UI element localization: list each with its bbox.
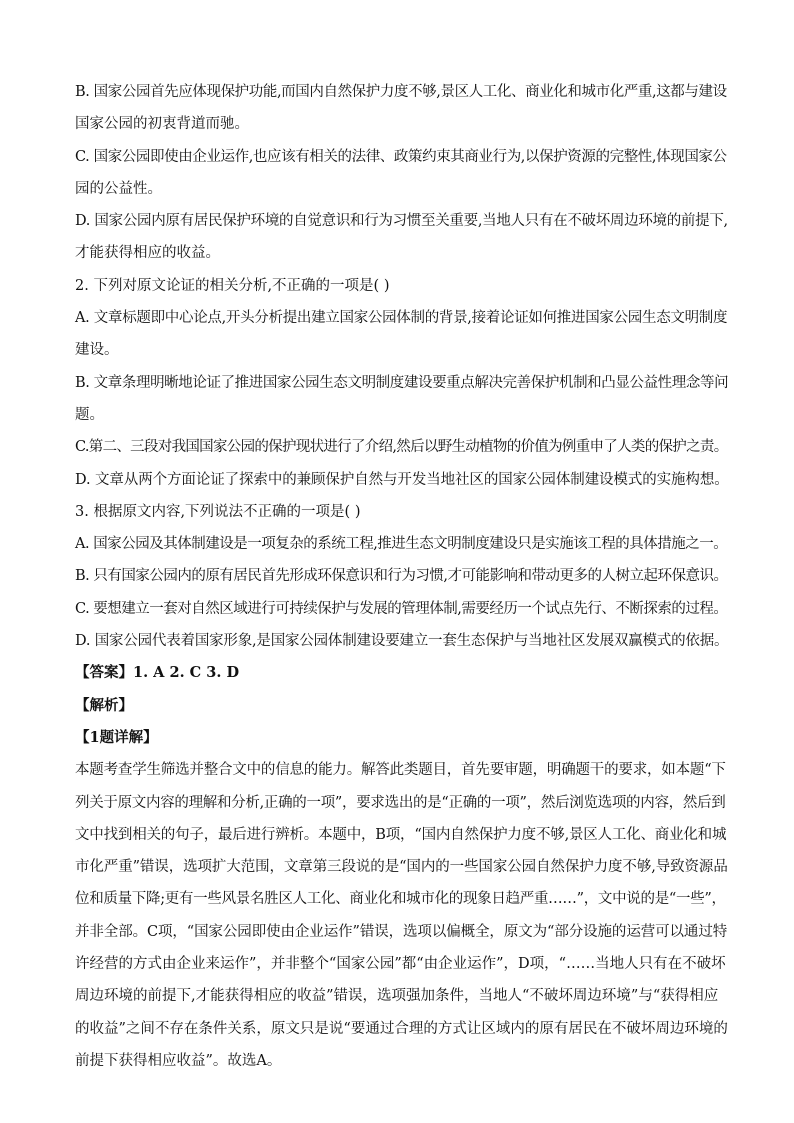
q3-option-a: A. 国家公园及其体制建设是一项复杂的系统工程,推进生态文明制度建设只是实施该工程的具体措施之一。 [75,536,728,553]
q1-detail-heading: 【1题详解】 [75,728,158,746]
option-c-line-1: C. 国家公园即使由企业运作,也应该有相关的法律、政策约束其商业行为,以保护资源的完整性,体现国家公 [75,148,727,165]
explanation-line-8: 周边环境的前提下,才能获得相应的收益”错误，选项强加条件，当地人“不破坏周边环境”与“获得相应 [75,988,719,1005]
explanation-line-4: 市化严重”错误，选项扩大范围，文章第三段说的是“国内的一些国家公园自然保护力度不够,导致资源品 [75,859,728,876]
q3-option-b: B. 只有国家公园内的原有居民首先形成环保意识和行为习惯,才可能影响和带动更多的人树立起环保意识。 [75,568,728,585]
explanation-line-3: 文中找到相关的句子，最后进行辨析。本题中，B项，“国内自然保护力度不够,景区人工化、商业化和城 [75,826,727,843]
explanation-line-2: 列关于原文内容的理解和分析,正确的一项”，要求选出的是“正确的一项”，然后浏览选项的内容，然后到 [75,794,726,811]
q2-option-b-line-2: 题。 [75,406,104,423]
explanation-line-7: 许经营的方式由企业来运作”，并非整个“国家公园”都“由企业运作”，D项，“……当地人只有在不破坏 [75,956,726,973]
explanation-line-6: 并非全部。C项，“国家公园即使由企业运作”错误，选项以偏概全，原文为“部分设施的运营可以通过特 [75,923,728,940]
question-2-stem: 2. 下列对原文论证的相关分析,不正确的一项是( ) [75,277,390,294]
question-3-stem: 3. 根据原文内容,下列说法不正确的一项是( ) [75,503,361,520]
option-b-line-1: B. 国家公园首先应体现保护功能,而国内自然保护力度不够,景区人工化、商业化和城市化严重,这都与建设 [75,84,727,100]
answer-line: 【答案】1. A 2. C 3. D [75,664,240,682]
q2-option-c: C.第二、三段对我国国家公园的保护现状进行了介绍,然后以野生动植物的价值为例重申了人类的保护之责。 [75,439,728,456]
explanation-line-9: 的收益”之间不存在条件关系，原文只是说“要通过合理的方式让区域内的原有居民在不破坏周边环境的 [75,1020,728,1037]
document-page [75,76,729,1077]
analysis-heading: 【解析】 [75,696,133,714]
q3-option-d: D. 国家公园代表着国家形象,是国家公园体制建设要建立一套生态保护与当地社区发展双赢模式的依据。 [75,633,729,650]
option-d-line-1: D. 国家公园内原有居民保护环境的自觉意识和行为习惯至关重要,当地人只有在不破坏周边环境的前提下, [75,213,728,230]
q2-option-a-line-1: A. 文章标题即中心论点,开头分析提出建立国家公园体制的背景,接着论证如何推进国家公园生态文明制度 [75,310,728,327]
q3-option-c: C. 要想建立一套对自然区域进行可持续保护与发展的管理体制,需要经历一个试点先行、不断探索的过程。 [75,600,728,617]
explanation-line-1: 本题考查学生筛选并整合文中的信息的能力。解答此类题目，首先要审题，明确题干的要求，如本题“下 [75,762,726,779]
q2-option-b-line-1: B. 文章条理明晰地论证了推进国家公园生态文明制度建设要重点解决完善保护机制和凸显公益性理念等问 [75,374,729,391]
explanation-line-5: 位和质量下降;更有一些风景名胜区人工化、商业化和城市化的现象日趋严重……”，文中说的是“一些”， [75,891,726,908]
option-c-line-2: 园的公益性。 [75,180,162,197]
option-b-line-2: 国家公园的初衷背道而驰。 [75,116,249,133]
option-d-line-2: 才能获得相应的收益。 [75,245,220,262]
q2-option-d: D. 文章从两个方面论证了探索中的兼顾保护自然与开发当地社区的国家公园体制建设模式的实施构想。 [75,471,729,488]
q2-option-a-line-2: 建设。 [75,342,119,359]
explanation-line-10: 前提下获得相应收益”。故选A。 [75,1052,282,1069]
